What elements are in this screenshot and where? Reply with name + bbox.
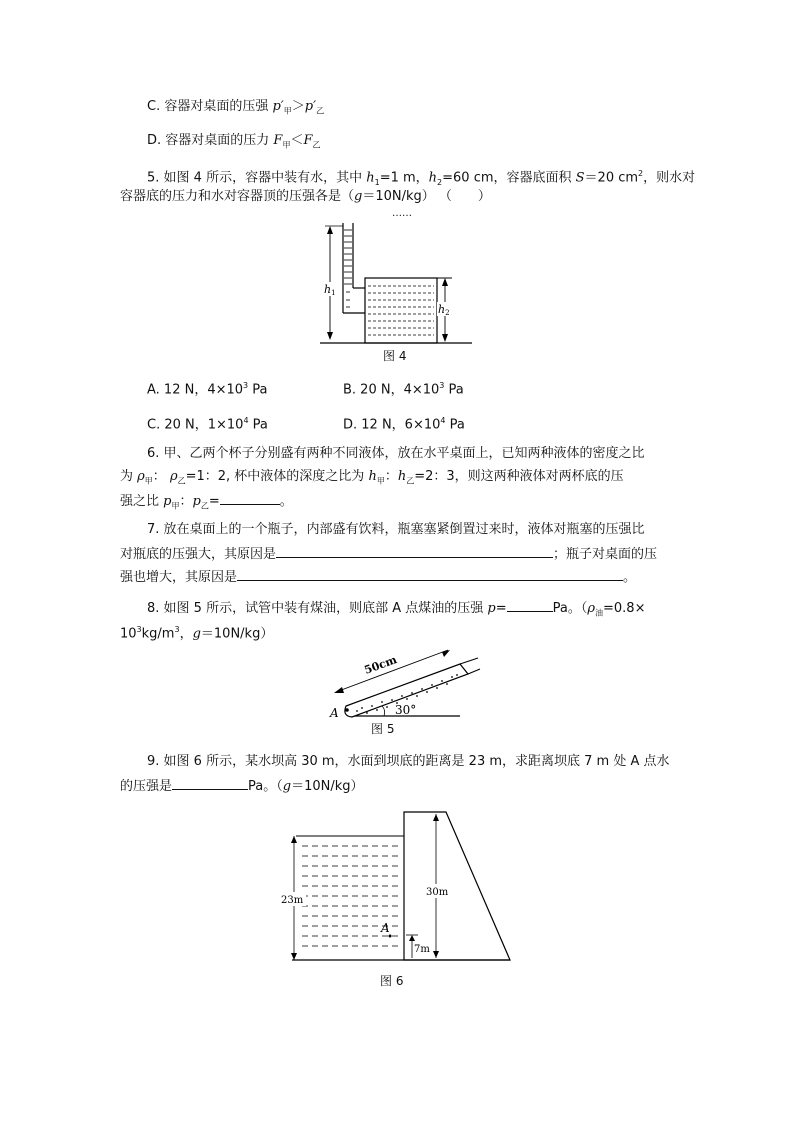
angle-label: 30°: [395, 703, 417, 717]
q5-line1: 5. 如图 4 所示，容器中装有水，其中 $h_1=1$ m，$h_2=60$ cm，容器底面积 S＝20 $cm^2$，则水对: [147, 169, 696, 187]
option-d: D. 容器对桌面的压力 $F_甲<F_乙$: [147, 133, 321, 150]
point-a-label: A: [330, 706, 339, 720]
q6-line1: 6. 甲、乙两个杯子分别盛有两种不同液体，放在水平桌面上，已知两种液体的密度之比: [147, 446, 645, 461]
q9-line2: 的压强是 Pa。（g＝10N/kg）: [120, 775, 364, 797]
length-label: 50cm: [362, 653, 399, 677]
q6-line3: 强之比 $p_甲$：$p_乙=$ 。: [120, 490, 293, 517]
q9-line1: 9. 如图 6 所示，某水坝高 30 m，水面到坝底的距离是 23 m，求距离坝底 7 m 处 A 点水: [147, 754, 670, 769]
answer-blank[interactable]: [276, 543, 553, 558]
figure-6-caption: 图 6: [380, 974, 404, 988]
figure-4: [320, 218, 480, 348]
q5-option-a: A. 12 N，$4\times 10^3$ Pa: [147, 381, 268, 398]
q5-option-d: D. 12 N，$6\times 10^4$ Pa: [343, 416, 465, 433]
q6-line2: 为 $\rho_甲$： $\rho_乙=1$：2, 杯中液体的深度之比为 $h_甲$：$h_乙=2$：3，则这两种液体对两杯底的压: [120, 469, 624, 486]
point-a-label: A: [381, 921, 390, 935]
q5-line2: 容器底的压力和水对容器顶的压强各是（g＝10N/kg） （ ）: [120, 189, 491, 204]
point-height-label: 7m: [414, 944, 430, 955]
answer-blank[interactable]: [220, 490, 280, 505]
q5-option-b: B. 20 N，$4\times 10^3$ Pa: [343, 381, 464, 398]
figure-5: [322, 650, 482, 730]
h1-label: h1: [324, 283, 336, 297]
h2-label: h2: [438, 303, 450, 317]
answer-blank[interactable]: [507, 597, 553, 612]
answer-blank[interactable]: [172, 775, 248, 790]
q8-line1: 8. 如图 5 所示，试管中装有煤油，则底部 A 点煤油的压强 p= Pa。（$\rho_油=0.8\times$: [147, 597, 645, 624]
figure-6: [278, 810, 518, 970]
figure-4-caption: 图 4: [383, 349, 407, 363]
q5-dots: ……: [392, 208, 412, 219]
q5-option-c: C. 20 N，$1\times 10^4$ Pa: [147, 416, 268, 433]
q7-line1: 7. 放在桌面上的一个瓶子，内部盛有饮料，瓶塞塞紧倒置过来时，液体对瓶塞的压强比: [147, 522, 645, 537]
water-depth-label: 23m: [281, 895, 304, 906]
q7-line3: 强也增大，其原因是 。: [120, 566, 636, 588]
q7-line2: 对瓶底的压强大，其原因是 ；瓶子对桌面的压: [120, 543, 657, 565]
answer-blank[interactable]: [237, 566, 623, 581]
q8-line2: $10^3kg/m^3$，g＝10N/kg）: [120, 625, 274, 642]
option-c: C. 容器对桌面的压强 $p'_甲>p'_乙$: [147, 99, 325, 116]
figure-5-caption: 图 5: [371, 722, 395, 736]
dam-height-label: 30m: [426, 887, 449, 898]
